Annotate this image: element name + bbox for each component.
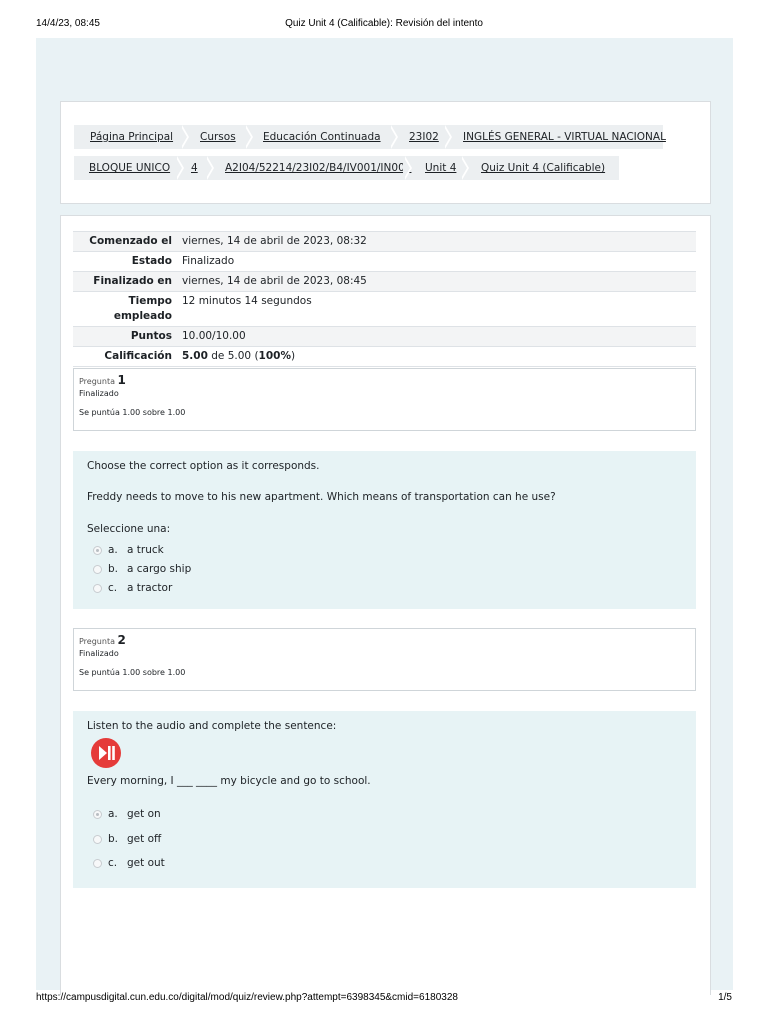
- breadcrumb-item-quiz[interactable]: [481, 156, 605, 180]
- summary-value: 10.00/10.00: [182, 330, 246, 342]
- question-label: Pregunta: [79, 377, 115, 386]
- navigation-card: [60, 101, 711, 204]
- summary-label: Puntos: [130, 330, 172, 342]
- breadcrumb-separator: [462, 156, 472, 180]
- breadcrumb-link[interactable]: Página Principal: [90, 131, 174, 143]
- question-state: Finalizado: [79, 389, 119, 398]
- option-letter: c.: [108, 857, 118, 869]
- question-number: [79, 633, 690, 649]
- print-date: 14/4/23, 08:45: [36, 18, 100, 29]
- attempt-summary-table: [73, 231, 696, 367]
- summary-value: viernes, 14 de abril de 2023, 08:45: [182, 275, 367, 287]
- radio-button[interactable]: [93, 584, 102, 593]
- grade-close: ): [291, 350, 296, 362]
- breadcrumb-separator: [445, 125, 455, 149]
- option-text: a truck: [127, 544, 164, 556]
- breadcrumb-link[interactable]: 23I02: [409, 131, 439, 143]
- breadcrumb-separator: [391, 125, 401, 149]
- question-2-info: [73, 628, 696, 691]
- question-2-formulation: [73, 711, 696, 888]
- summary-value: viernes, 14 de abril de 2023, 08:32: [182, 235, 367, 247]
- print-title: Quiz Unit 4 (Calificable): Revisión del intento: [285, 18, 483, 29]
- option-text: get out: [127, 857, 165, 869]
- breadcrumb-item-unit4[interactable]: [425, 156, 456, 180]
- summary-label: Estado: [131, 255, 172, 267]
- option-text: a cargo ship: [127, 563, 192, 575]
- breadcrumb-link[interactable]: 4: [191, 162, 198, 174]
- summary-row: [73, 252, 696, 272]
- radio-button[interactable]: [93, 835, 102, 844]
- breadcrumb-item-cursos[interactable]: [200, 125, 236, 149]
- summary-row: [73, 327, 696, 347]
- radio-button[interactable]: [93, 810, 102, 819]
- question-instruction: Choose the correct option as it corresponds.: [87, 460, 320, 472]
- option-text: get off: [127, 833, 162, 845]
- question-number: [79, 373, 690, 389]
- breadcrumb-separator: [182, 125, 192, 149]
- breadcrumb-link[interactable]: Educación Continuada: [263, 131, 381, 143]
- breadcrumb-link[interactable]: A2I04/52214/23I02/B4/IV001/IN001: [225, 162, 412, 174]
- question-label: Pregunta: [79, 637, 115, 646]
- question-state: Finalizado: [79, 649, 119, 658]
- summary-value: 12 minutos 14 segundos: [182, 295, 312, 307]
- question-text: Every morning, I ___ ____ my bicycle and go to school.: [87, 775, 371, 787]
- option-letter: a.: [108, 808, 118, 820]
- breadcrumb-item-course-code[interactable]: [225, 156, 411, 180]
- breadcrumb-link[interactable]: Cursos: [200, 131, 236, 143]
- print-footer: [0, 992, 768, 1006]
- option-letter: b.: [108, 563, 119, 575]
- grade-percent: 100%: [258, 350, 291, 362]
- option-letter: c.: [108, 582, 118, 594]
- question-grade: Se puntúa 1.00 sobre 1.00: [79, 408, 186, 417]
- breadcrumb-item-23i02[interactable]: [409, 125, 439, 149]
- question-1-formulation: [73, 451, 696, 609]
- radio-button[interactable]: [93, 565, 102, 574]
- breadcrumb-item-4[interactable]: [191, 156, 198, 180]
- answer-prompt: Seleccione una:: [87, 523, 171, 535]
- question-1-info: [73, 368, 696, 431]
- print-header: [0, 18, 768, 32]
- breadcrumb-link[interactable]: INGLÉS GENERAL - VIRTUAL NACIONAL: [463, 131, 666, 143]
- play-pause-icon[interactable]: [91, 738, 121, 768]
- question-instruction: Listen to the audio and complete the sentence:: [87, 720, 337, 732]
- summary-label: Comenzado el: [89, 235, 172, 247]
- breadcrumb-separator: [207, 156, 217, 180]
- print-url: https://campusdigital.cun.edu.co/digital/mod/quiz/review.php?attempt=6398345&cmid=6180328: [36, 992, 458, 1003]
- breadcrumb-link[interactable]: Unit 4: [425, 162, 457, 174]
- summary-row: [73, 272, 696, 292]
- breadcrumb-separator: [177, 156, 187, 180]
- grade-value: 5.00: [182, 350, 208, 362]
- print-page-number: 1/5: [718, 992, 732, 1003]
- option-letter: b.: [108, 833, 119, 845]
- radio-button[interactable]: [93, 859, 102, 868]
- question-grade: Se puntúa 1.00 sobre 1.00: [79, 668, 186, 677]
- question-num: 1: [117, 373, 126, 387]
- grade-max: de 5.00 (: [207, 350, 259, 362]
- breadcrumb: [74, 125, 666, 149]
- option-letter: a.: [108, 544, 118, 556]
- breadcrumb-item-home[interactable]: [90, 125, 173, 149]
- breadcrumb-item-bloque[interactable]: [89, 156, 170, 180]
- question-text: Freddy needs to move to his new apartment. Which means of transportation can he use?: [87, 491, 556, 503]
- summary-label: Calificación: [104, 350, 172, 362]
- play-pause-glyph: [91, 738, 121, 768]
- option-text: a tractor: [127, 582, 173, 594]
- breadcrumb-item-educacion[interactable]: [263, 125, 381, 149]
- summary-row: [73, 347, 696, 367]
- option-text: get on: [127, 808, 161, 820]
- summary-value-grade: [177, 347, 696, 367]
- breadcrumb-link[interactable]: Quiz Unit 4 (Calificable): [481, 162, 606, 174]
- breadcrumb-separator: [405, 156, 415, 180]
- breadcrumb-row-2: [74, 156, 619, 180]
- breadcrumb-item-ingles[interactable]: [463, 125, 666, 149]
- summary-value: Finalizado: [182, 255, 235, 267]
- summary-row: [73, 232, 696, 252]
- summary-label: Finalizado en: [93, 275, 172, 287]
- question-num: 2: [117, 633, 126, 647]
- summary-label: Tiempo empleado: [113, 295, 172, 322]
- breadcrumb-link[interactable]: BLOQUE UNICO: [89, 162, 171, 174]
- radio-button[interactable]: [93, 546, 102, 555]
- breadcrumb-separator: [246, 125, 256, 149]
- summary-row: [73, 292, 696, 327]
